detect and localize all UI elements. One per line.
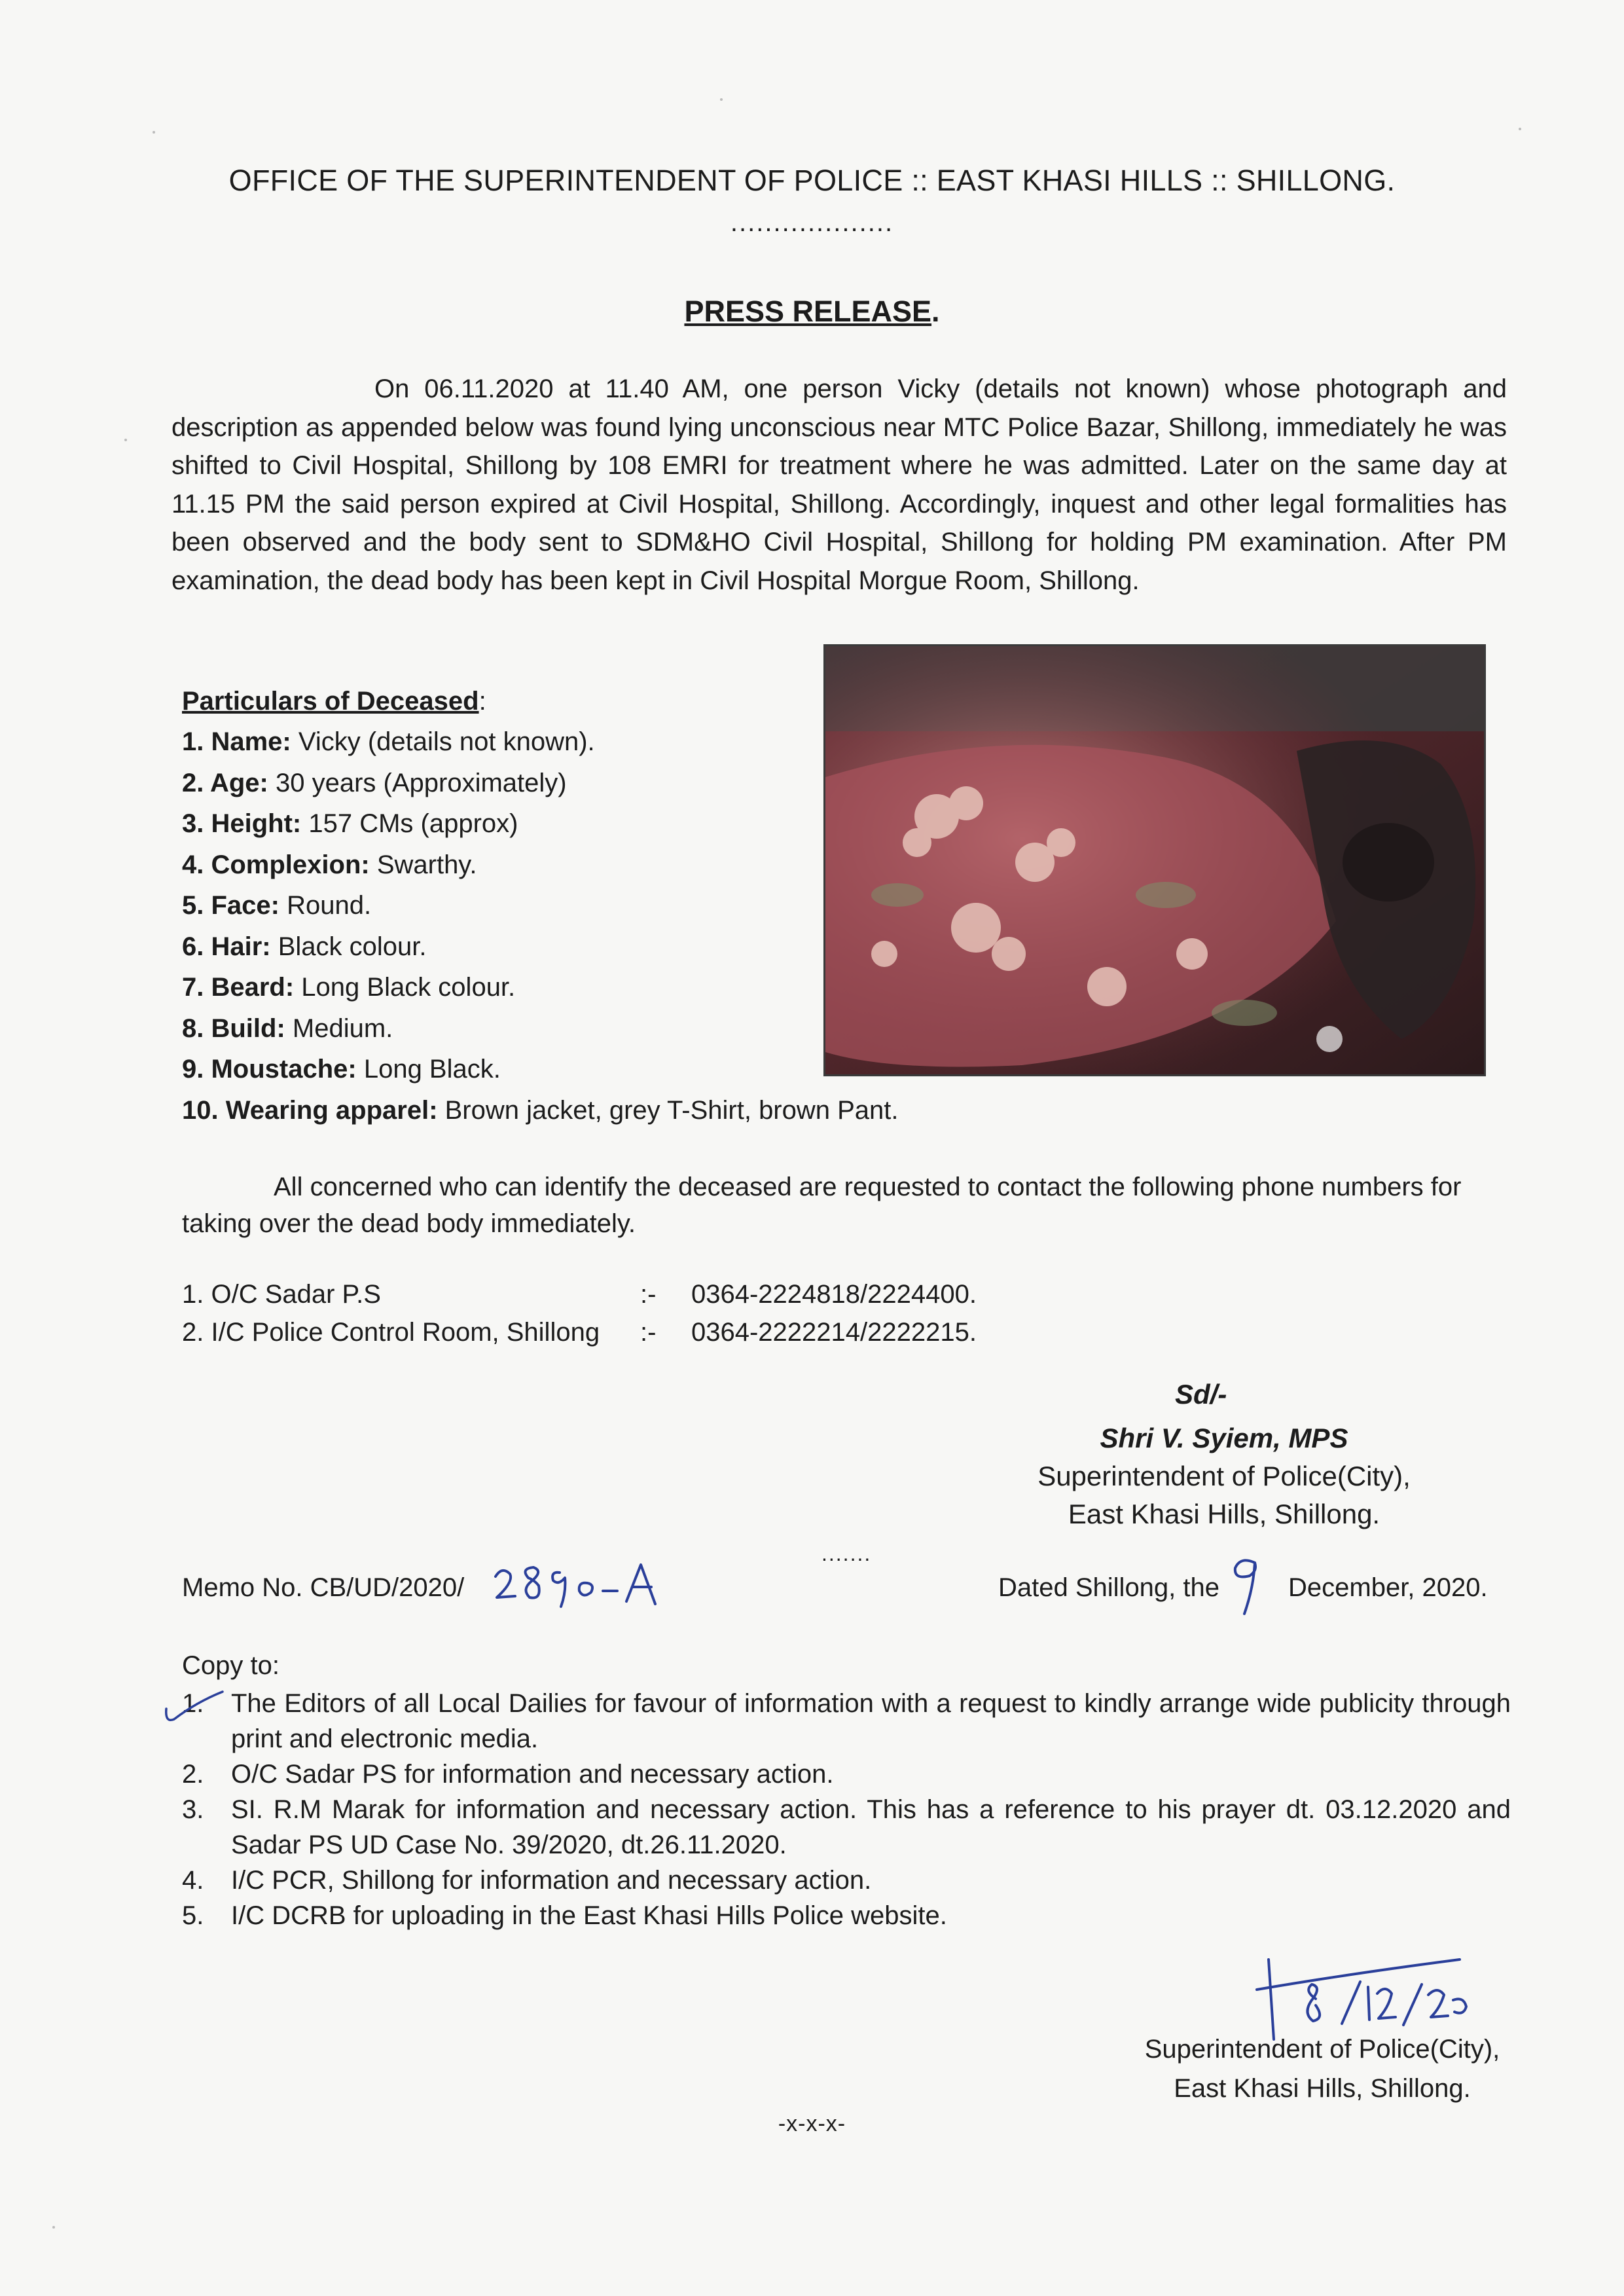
handwritten-date-day-drawing [1221, 1548, 1273, 1620]
header-dots: ................... [730, 208, 894, 237]
signatory-block [949, 1419, 1499, 1533]
office-header: OFFICE OF THE SUPERINTENDENT OF POLICE :: EAST KHASI HILLS :: SHILLONG. [228, 164, 1396, 197]
particular-row [182, 1008, 922, 1049]
appeal-paragraph [182, 1169, 1511, 1242]
handwritten-memo-number-drawing [488, 1552, 697, 1617]
particular-value: Medium. [285, 1013, 393, 1043]
separator-dots: ....... [821, 1542, 872, 1565]
handwritten-memo-number [488, 1552, 697, 1620]
signatory-name: Shri V. Syiem, MPS [1100, 1423, 1348, 1453]
copy-item-text: The Editors of all Local Dailies for favour of information with a request to kindly arrange wide publicity through print and electronic media. [231, 1689, 1511, 1753]
particular-label: 9. Moustache: [182, 1055, 357, 1084]
particular-row [182, 721, 922, 763]
contact-label: 1. O/C Sadar P.S [182, 1280, 381, 1309]
particular-row [182, 845, 922, 886]
particular-row [182, 885, 922, 926]
particular-label: 4. Complexion: [182, 850, 370, 879]
particular-row [182, 1090, 922, 1131]
particular-row [182, 1049, 922, 1090]
end-mark: -x-x-x- [778, 2111, 846, 2136]
contact-number: 0364-2222214/2222215. [691, 1318, 977, 1347]
particular-value: Vicky (details not known). [291, 727, 595, 756]
particular-value: 157 CMs (approx) [301, 809, 518, 838]
contact-label: 2. I/C Police Control Room, Shillong [182, 1318, 600, 1347]
copy-item-number: 4. [182, 1866, 204, 1895]
copy-item [182, 1898, 1511, 1933]
handwritten-tick-mark [157, 1683, 229, 1735]
particular-row [182, 967, 922, 1008]
copy-item-text: I/C PCR, Shillong for information and necessary action. [231, 1866, 872, 1895]
particular-value: 30 years (Approximately) [268, 768, 567, 797]
photograph-image [825, 646, 1484, 1074]
copy-to-list [182, 1686, 1511, 1933]
scan-speck [124, 439, 127, 441]
copy-item [182, 1757, 1511, 1792]
scan-speck [52, 2226, 55, 2229]
intro-paragraph [171, 370, 1507, 600]
particular-label: 7. Beard: [182, 973, 295, 1002]
signatory-place: East Khasi Hills, Shillong. [1068, 1499, 1380, 1529]
closing-signatory [1126, 2030, 1519, 2108]
copy-item-number: 5. [182, 1901, 204, 1930]
scan-speck [720, 98, 723, 101]
contact-separator: :- [640, 1280, 657, 1309]
press-release-title-suffix: . [931, 295, 940, 328]
particular-label: 8. Build: [182, 1013, 285, 1043]
press-release-title-text: PRESS RELEASE [684, 295, 932, 328]
particular-label: 10. Wearing apparel: [182, 1095, 438, 1125]
particular-row [182, 763, 922, 804]
particular-value: Brown jacket, grey T-Shirt, brown Pant. [437, 1095, 899, 1125]
copy-item [182, 1863, 1511, 1898]
handwritten-date-day [1221, 1548, 1273, 1624]
particular-label: 6. Hair: [182, 932, 271, 961]
deceased-photograph [823, 644, 1486, 1076]
scan-speck [153, 131, 155, 134]
scan-speck [1519, 128, 1521, 130]
particular-value: Swarthy. [369, 850, 477, 879]
contact-number: 0364-2224818/2224400. [691, 1280, 977, 1309]
appeal-text: All concerned who can identify the deceased are requested to contact the following phone numbers for taking over the dead body immediately. [182, 1173, 1462, 1238]
intro-text: On 06.11.2020 at 11.40 AM, one person Vicky (details not known) whose photograph and description as appended below was found lying unconscious near MTC Police Bazar, Shillong, immediately he was shifted to Civil Hospital, Shillong by 108 EMRI for treatment where he was admitted. Later on the same day at 11.15 PM the said person expired at Civil Hospital, Shillong. Accordingly, inquest and other legal formalities has been observed and the body sent to SDM&HO Civil Hospital, Shillong for holding PM examination. After PM examination, the dead body has been kept in Civil Hospital Morgue Room, Shillong. [171, 374, 1507, 595]
copy-item [182, 1792, 1511, 1863]
dated-month-year: December, 2020. [1288, 1573, 1488, 1602]
particular-label: 2. Age: [182, 768, 268, 797]
particular-value: Long Black colour. [294, 973, 516, 1002]
press-release-title [0, 295, 1624, 329]
particular-value: Long Black. [356, 1055, 501, 1084]
particular-row [182, 803, 922, 845]
particulars-of-deceased [182, 681, 922, 1131]
copy-item-number: 3. [182, 1795, 204, 1824]
copy-to-heading: Copy to: [182, 1651, 280, 1680]
signatory-designation: Superintendent of Police(City), [1038, 1461, 1411, 1491]
dated-label: Dated Shillong, the [998, 1573, 1220, 1602]
particular-value: Black colour. [270, 932, 427, 961]
copy-item-number: 1. [182, 1689, 204, 1718]
particular-label: 3. Height: [182, 809, 302, 838]
particular-value: Round. [279, 891, 372, 920]
copy-item-text: SI. R.M Marak for information and necessary action. This has a reference to his prayer dt. 03.12.2020 and Sadar PS UD Case No. 39/2020, dt.26.11.2020. [231, 1795, 1511, 1859]
closing-place: East Khasi Hills, Shillong. [1174, 2074, 1471, 2103]
copy-item-text: O/C Sadar PS for information and necessary action. [231, 1760, 834, 1789]
copy-item-number: 2. [182, 1760, 204, 1789]
memo-number-label: Memo No. CB/UD/2020/ [182, 1573, 465, 1602]
particulars-heading [182, 681, 922, 721]
particular-label: 1. Name: [182, 727, 291, 756]
contact-separator: :- [640, 1318, 657, 1347]
sd-mark: Sd/- [1175, 1379, 1227, 1410]
particular-row [182, 926, 922, 968]
copy-item-text: I/C DCRB for uploading in the East Khasi Hills Police website. [231, 1901, 947, 1930]
copy-item [182, 1686, 1511, 1757]
particulars-heading-text: Particulars of Deceased [182, 687, 479, 716]
particular-label: 5. Face: [182, 891, 280, 920]
particulars-heading-colon: : [478, 687, 486, 716]
closing-designation: Superintendent of Police(City), [1144, 2035, 1500, 2064]
